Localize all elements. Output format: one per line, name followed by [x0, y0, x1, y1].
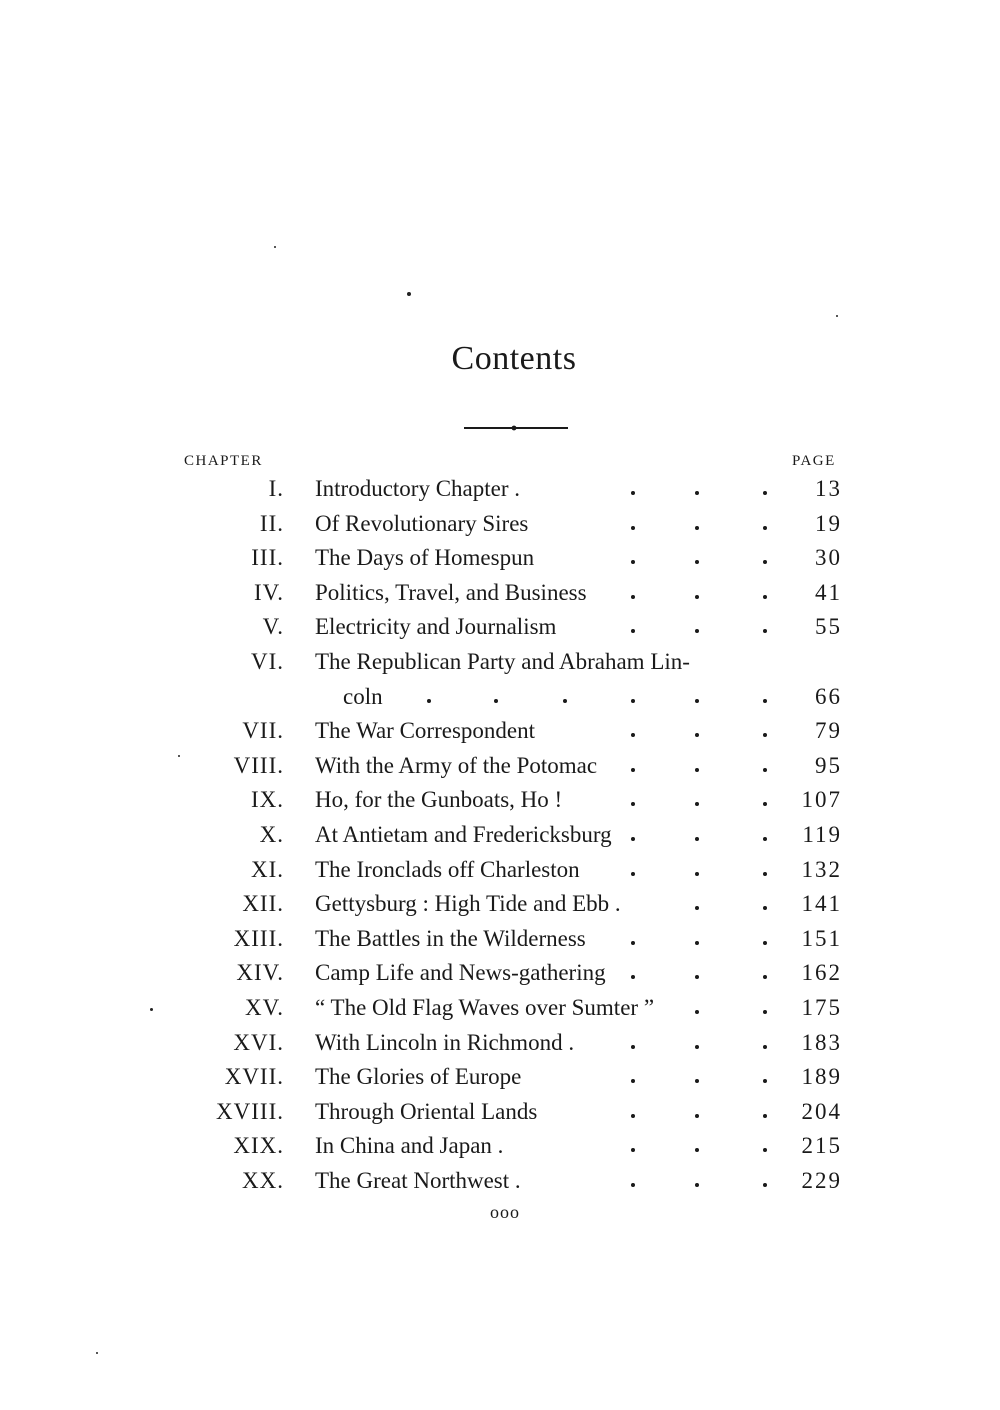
chapter-number: XIII.: [233, 925, 284, 951]
chapter-title: The War Correspondent: [315, 718, 535, 744]
chapter-title: The Days of Homespun: [315, 545, 535, 571]
toc-entry: [0, 1060, 1000, 1095]
page-number: 175: [801, 994, 842, 1020]
page-number: 79: [815, 718, 842, 744]
toc-entry: [0, 541, 1000, 576]
chapter-title: With the Army of the Potomac: [315, 752, 598, 778]
toc-entry: [0, 783, 1000, 818]
page-title: Contents: [451, 340, 577, 377]
page-number: 30: [815, 545, 842, 571]
chapter-number: XVIII.: [216, 1098, 284, 1124]
toc-entry: [0, 472, 1000, 507]
chapter-title: Through Oriental Lands: [315, 1098, 538, 1124]
chapter-number: I.: [268, 476, 284, 501]
chapter-title: The Glories of Europe: [315, 1064, 522, 1090]
toc-entry: [0, 714, 1000, 749]
toc-entry: [0, 610, 1000, 645]
toc-entry: [0, 645, 1000, 680]
toc-entry: [0, 922, 1000, 957]
toc-entry: [0, 507, 1000, 542]
page-number: 204: [801, 1098, 842, 1124]
toc-entry: [0, 991, 1000, 1026]
chapter-title: The Ironclads off Charleston: [315, 856, 580, 882]
page-column-header: PAGE: [792, 453, 836, 469]
chapter-title: Of Revolutionary Sires: [315, 510, 529, 536]
page-number: 119: [802, 821, 842, 847]
footer-ornament: ooo: [490, 1202, 520, 1222]
page-number: 183: [801, 1029, 842, 1055]
chapter-number: XVI.: [233, 1029, 284, 1055]
chapter-title: With Lincoln in Richmond .: [315, 1029, 575, 1055]
chapter-title: The Republican Party and Abraham Lin-: [315, 648, 690, 674]
page-number: 107: [801, 787, 842, 813]
chapter-number: IV.: [253, 579, 284, 605]
chapter-number: XI.: [250, 856, 284, 882]
toc-entry: [0, 853, 1000, 888]
toc-entry: [0, 887, 1000, 922]
chapter-number: XIV.: [236, 960, 284, 986]
chapter-title: Camp Life and News-gathering: [315, 960, 606, 986]
chapter-title: “ The Old Flag Waves over Sumter ”: [315, 994, 655, 1020]
chapter-title: In China and Japan .: [315, 1133, 504, 1159]
chapter-number: V.: [262, 614, 284, 640]
chapter-number: VI.: [250, 648, 284, 674]
page-number: 13: [815, 476, 842, 501]
chapter-number: VII.: [242, 718, 284, 744]
chapter-column-header: CHAPTER: [184, 453, 263, 469]
speck: [407, 292, 411, 296]
chapter-title: Politics, Travel, and Business: [315, 579, 587, 605]
toc-entry: [0, 956, 1000, 991]
table-of-contents: [0, 472, 1000, 1198]
chapter-title: Introductory Chapter .: [315, 476, 521, 501]
chapter-title: Ho, for the Gunboats, Ho !: [315, 787, 563, 813]
toc-entry: [0, 1026, 1000, 1061]
toc-entry-continuation: [0, 680, 1000, 715]
page-number: 55: [815, 614, 842, 640]
page-number: 66: [815, 683, 842, 709]
toc-entry: [0, 576, 1000, 611]
page-number: 41: [815, 579, 842, 605]
speck: [274, 246, 276, 248]
chapter-title: The Great Northwest .: [315, 1167, 521, 1193]
toc-entry: [0, 1095, 1000, 1130]
chapter-number: VIII.: [233, 752, 284, 778]
chapter-title: The Battles in the Wilderness: [315, 925, 586, 951]
page-number: 95: [815, 752, 842, 778]
chapter-title: Electricity and Journalism: [315, 614, 557, 640]
chapter-title: At Antietam and Fredericksburg: [315, 821, 612, 847]
ornamental-rule: [464, 423, 568, 433]
chapter-number: IX.: [250, 787, 284, 813]
chapter-number: XV.: [244, 994, 284, 1020]
page-number: 215: [801, 1133, 842, 1159]
chapter-number: III.: [251, 545, 284, 571]
toc-entry: [0, 1164, 1000, 1199]
speck: [96, 1352, 98, 1354]
chapter-number: X.: [259, 821, 284, 847]
chapter-title-continuation: coln: [343, 683, 383, 709]
speck: [836, 315, 838, 317]
toc-entry: [0, 1129, 1000, 1164]
page-number: 132: [801, 856, 842, 882]
page-number: 162: [801, 960, 842, 986]
chapter-number: XVII.: [224, 1064, 284, 1090]
chapter-number: XX.: [242, 1167, 284, 1193]
page-number: 19: [815, 510, 842, 536]
chapter-number: XII.: [242, 891, 284, 917]
page-number: 151: [801, 925, 842, 951]
chapter-title: Gettysburg : High Tide and Ebb .: [315, 891, 621, 917]
toc-entry: [0, 749, 1000, 784]
dot-leader: [0, 680, 1000, 715]
page-number: 229: [801, 1167, 842, 1193]
toc-entry: [0, 818, 1000, 853]
page-number: 189: [801, 1064, 842, 1090]
chapter-number: II.: [259, 510, 284, 536]
page-number: 141: [801, 891, 842, 917]
chapter-number: XIX.: [233, 1133, 284, 1159]
